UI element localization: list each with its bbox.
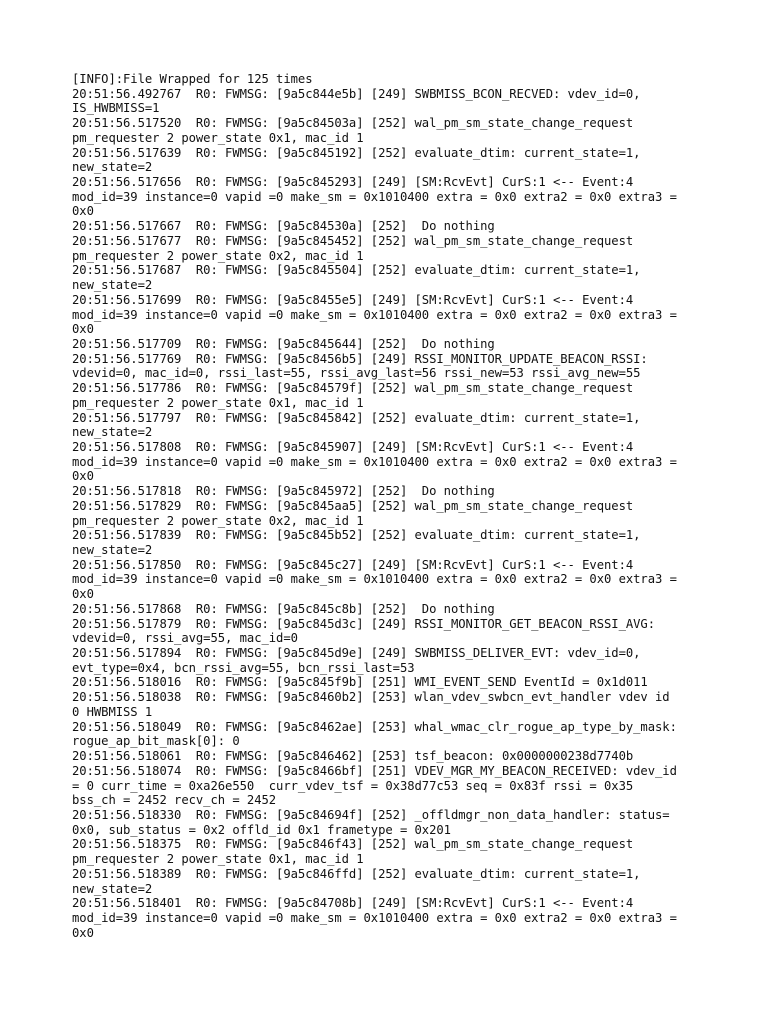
log-line: 20:51:56.517656 R0: FWMSG: [9a5c845293] [249] [SM:RcvEvt] CurS:1 <-- Event:4: [72, 175, 634, 190]
log-line: 20:51:56.517677 R0: FWMSG: [9a5c845452] [252] wal_pm_sm_state_change_request: [72, 233, 634, 248]
log-line: pm_requester 2 power_state 0x1, mac_id 1: [72, 130, 364, 145]
log-line: 20:51:56.518401 R0: FWMSG: [9a5c84708b] [249] [SM:RcvEvt] CurS:1 <-- Event:4: [72, 896, 634, 911]
log-line: pm_requester 2 power_state 0x2, mac_id 1: [72, 513, 364, 528]
log-line: rogue_ap_bit_mask[0]: 0: [72, 734, 240, 749]
log-line: mod_id=39 instance=0 vapid =0 make_sm = 0x1010400 extra = 0x0 extra2 = 0x0 extra3 =: [72, 572, 677, 587]
log-line: new_state=2: [72, 425, 153, 440]
log-line: 20:51:56.517769 R0: FWMSG: [9a5c8456b5] [249] RSSI_MONITOR_UPDATE_BEACON_RSSI:: [72, 351, 648, 366]
log-line: 20:51:56.517894 R0: FWMSG: [9a5c845d9e] [249] SWBMISS_DELIVER_EVT: vdev_id=0,: [72, 646, 641, 661]
log-line: 0x0: [72, 322, 94, 337]
log-line: 20:51:56.517667 R0: FWMSG: [9a5c84530a] [252] Do nothing: [72, 219, 495, 234]
log-line: 20:51:56.518061 R0: FWMSG: [9a5c846462] [253] tsf_beacon: 0x0000000238d7740b: [72, 749, 634, 764]
log-line: 0x0: [72, 925, 94, 940]
log-line: new_state=2: [72, 881, 153, 896]
log-line: 20:51:56.517868 R0: FWMSG: [9a5c845c8b] [252] Do nothing: [72, 601, 495, 616]
log-line: vdevid=0, mac_id=0, rssi_last=55, rssi_avg_last=56 rssi_new=53 rssi_avg_new=55: [72, 366, 641, 381]
log-line: IS_HWBMISS=1: [72, 101, 160, 116]
log-line: pm_requester 2 power_state 0x1, mac_id 1: [72, 852, 364, 867]
log-line: 20:51:56.517839 R0: FWMSG: [9a5c845b52] [252] evaluate_dtim: current_state=1,: [72, 528, 641, 543]
log-text-block: [72, 72, 712, 940]
log-line: 20:51:56.517797 R0: FWMSG: [9a5c845842] [252] evaluate_dtim: current_state=1,: [72, 410, 641, 425]
log-line: 20:51:56.517687 R0: FWMSG: [9a5c845504] [252] evaluate_dtim: current_state=1,: [72, 263, 641, 278]
log-line: pm_requester 2 power_state 0x2, mac_id 1: [72, 248, 364, 263]
log-line: 20:51:56.518074 R0: FWMSG: [9a5c8466bf] [251] VDEV_MGR_MY_BEACON_RECEIVED: vdev_id: [72, 763, 677, 778]
log-line: new_state=2: [72, 160, 153, 175]
log-line: 20:51:56.518375 R0: FWMSG: [9a5c846f43] [252] wal_pm_sm_state_change_request: [72, 837, 634, 852]
log-line: 20:51:56.518016 R0: FWMSG: [9a5c845f9b] [251] WMI_EVENT_SEND EventId = 0x1d011: [72, 675, 648, 690]
log-line: mod_id=39 instance=0 vapid =0 make_sm = 0x1010400 extra = 0x0 extra2 = 0x0 extra3 =: [72, 307, 677, 322]
log-line: = 0 curr_time = 0xa26e550 curr_vdev_tsf = 0x38d77c53 seq = 0x83f rssi = 0x35: [72, 778, 634, 793]
log-line: 20:51:56.517520 R0: FWMSG: [9a5c84503a] [252] wal_pm_sm_state_change_request: [72, 116, 634, 131]
log-line: 0x0: [72, 469, 94, 484]
log-line: 20:51:56.518049 R0: FWMSG: [9a5c8462ae] [253] whal_wmac_clr_rogue_ap_type_by_mask:: [72, 719, 677, 734]
log-line: 20:51:56.517709 R0: FWMSG: [9a5c845644] [252] Do nothing: [72, 336, 495, 351]
log-line: bss_ch = 2452 recv_ch = 2452: [72, 793, 277, 808]
log-line: 0x0: [72, 204, 94, 219]
log-line: pm_requester 2 power_state 0x1, mac_id 1: [72, 395, 364, 410]
log-line: 20:51:56.518330 R0: FWMSG: [9a5c84694f] [252] _offldmgr_non_data_handler: status=: [72, 807, 670, 822]
log-line: vdevid=0, rssi_avg=55, mac_id=0: [72, 631, 298, 646]
log-line: 20:51:56.517808 R0: FWMSG: [9a5c845907] [249] [SM:RcvEvt] CurS:1 <-- Event:4: [72, 439, 634, 454]
log-line: 20:51:56.517879 R0: FWMSG: [9a5c845d3c] [249] RSSI_MONITOR_GET_BEACON_RSSI_AVG:: [72, 616, 656, 631]
log-line: 0x0, sub_status = 0x2 offld_id 0x1 frametype = 0x201: [72, 822, 451, 837]
log-line: 0x0: [72, 587, 94, 602]
log-line: new_state=2: [72, 543, 153, 557]
log-line: 20:51:56.517786 R0: FWMSG: [9a5c84579f] [252] wal_pm_sm_state_change_request: [72, 381, 634, 396]
log-line: [INFO]:File Wrapped for 125 times: [72, 72, 313, 86]
log-line: new_state=2: [72, 278, 153, 293]
log-line: 20:51:56.517639 R0: FWMSG: [9a5c845192] [252] evaluate_dtim: current_state=1,: [72, 145, 641, 160]
log-line: 20:51:56.518038 R0: FWMSG: [9a5c8460b2] [253] wlan_vdev_swbcn_evt_handler vdev id: [72, 690, 670, 705]
log-line: 20:51:56.517829 R0: FWMSG: [9a5c845aa5] [252] wal_pm_sm_state_change_request: [72, 498, 634, 513]
log-line: evt_type=0x4, bcn_rssi_avg=55, bcn_rssi_last=53: [72, 660, 415, 675]
log-line: 20:51:56.517818 R0: FWMSG: [9a5c845972] [252] Do nothing: [72, 484, 495, 499]
log-line: 0 HWBMISS 1: [72, 704, 153, 719]
log-line: mod_id=39 instance=0 vapid =0 make_sm = 0x1010400 extra = 0x0 extra2 = 0x0 extra3 =: [72, 454, 677, 469]
log-line: 20:51:56.518389 R0: FWMSG: [9a5c846ffd] [252] evaluate_dtim: current_state=1,: [72, 866, 641, 881]
log-line: mod_id=39 instance=0 vapid =0 make_sm = 0x1010400 extra = 0x0 extra2 = 0x0 extra3 =: [72, 910, 677, 925]
log-line: 20:51:56.517699 R0: FWMSG: [9a5c8455e5] [249] [SM:RcvEvt] CurS:1 <-- Event:4: [72, 292, 634, 307]
log-line: 20:51:56.492767 R0: FWMSG: [9a5c844e5b] [249] SWBMISS_BCON_RECVED: vdev_id=0,: [72, 86, 641, 101]
log-line: mod_id=39 instance=0 vapid =0 make_sm = 0x1010400 extra = 0x0 extra2 = 0x0 extra3 =: [72, 189, 677, 204]
log-line: 20:51:56.517850 R0: FWMSG: [9a5c845c27] [249] [SM:RcvEvt] CurS:1 <-- Event:4: [72, 557, 634, 572]
